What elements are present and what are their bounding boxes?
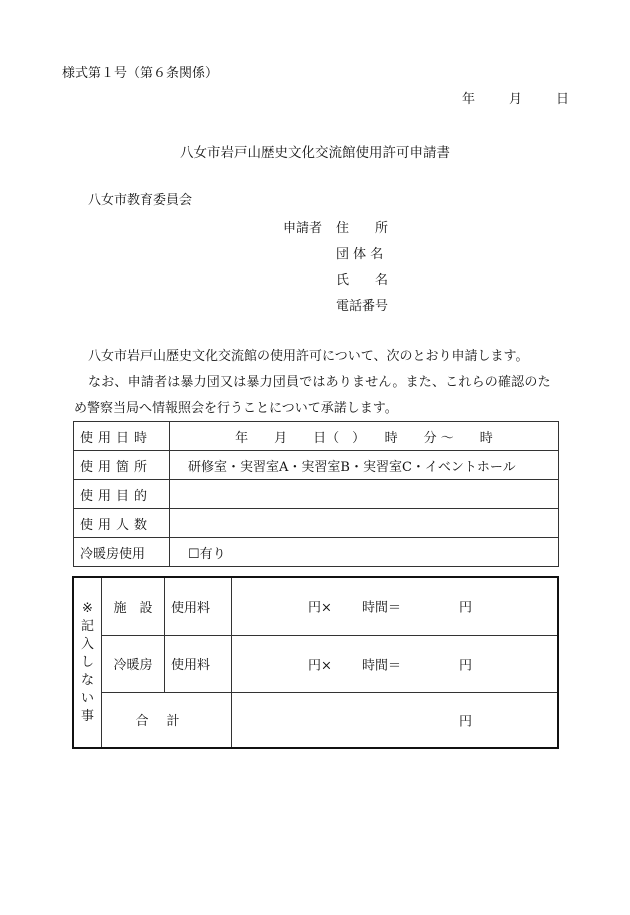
facility-fee-calc [232,577,559,635]
applicant-fields [336,222,388,326]
date-year: 年 [462,92,476,107]
vertical-char: 事 [80,708,94,724]
office-use-only-label [73,577,102,748]
addressee: 八女市教育委員会 [88,193,193,208]
applicant-phone-label: 電話番号 [336,299,389,314]
vertical-char: な [80,672,94,688]
facility-fee-label: 使用料 [165,577,232,635]
usage-table [73,421,559,567]
yen-label: 円 [459,658,473,673]
table-row [74,509,559,538]
table-row [74,422,559,451]
body-paragraph-2: なお、申請者は暴力団又は暴力団員ではありません。また、これらの確認のた [88,375,551,390]
applicant-name-label: 氏 名 [336,273,389,288]
table-row [73,635,558,692]
usage-location-value[interactable]: 研修室・実習室A・実習室B・実習室C・イベントホール [170,451,559,480]
vertical-char: 記 [80,618,94,634]
yen-label: 円 [459,714,473,730]
vertical-char: ※ [82,600,93,616]
facility-label: 施 設 [102,577,165,635]
table-row [73,692,558,748]
usage-datetime-label: 使用日時 [74,422,170,451]
table-row [74,451,559,480]
usage-datetime-value[interactable]: 年 月 日（ ） 時 分 〜 時 [170,422,559,451]
date-line [462,93,569,106]
yen-x-label: 円× [308,658,332,673]
date-day: 日 [556,92,570,107]
usage-people-value[interactable] [170,509,559,538]
vertical-char: し [80,654,94,670]
hours-label: 時間＝ [362,658,402,673]
usage-purpose-value[interactable] [170,480,559,509]
applicant-label: 申請者 [283,221,323,236]
usage-purpose-label: 使用目的 [74,480,170,509]
applicant-address-label: 住 所 [336,221,389,236]
table-row [74,538,559,567]
yen-label: 円 [459,600,473,616]
aircon-fee-category: 冷暖房 [102,635,165,692]
aircon-fee-label: 使用料 [165,635,232,692]
aircon-fee-calc [232,635,559,692]
aircon-usage-label: 冷暖房使用 [74,538,170,567]
applicant-group-label: 団 体 名 [336,247,384,262]
table-row [74,480,559,509]
page-title: 八女市岩戸山歴史文化交流館使用許可申請書 [180,145,450,161]
vertical-char: 入 [80,636,94,652]
date-month: 月 [509,92,523,107]
usage-location-label: 使用箇所 [74,451,170,480]
table-row [73,577,558,635]
usage-people-label: 使用人数 [74,509,170,538]
office-use-table [72,576,559,749]
total-calc [232,692,559,748]
form-id: 様式第１号（第６条関係） [62,66,219,81]
total-label: 合計 [102,692,232,748]
body-paragraph-1: 八女市岩戸山歴史文化交流館の使用許可について、次のとおり申請します。 [88,349,529,364]
body-paragraph-3: め警察当局へ情報照会を行うことについて承諾します。 [74,401,398,416]
yen-x-label: 円× [308,600,332,616]
aircon-checkbox[interactable]: ☐有り [170,538,559,567]
vertical-char: い [80,690,94,706]
hours-label: 時間＝ [362,600,402,616]
